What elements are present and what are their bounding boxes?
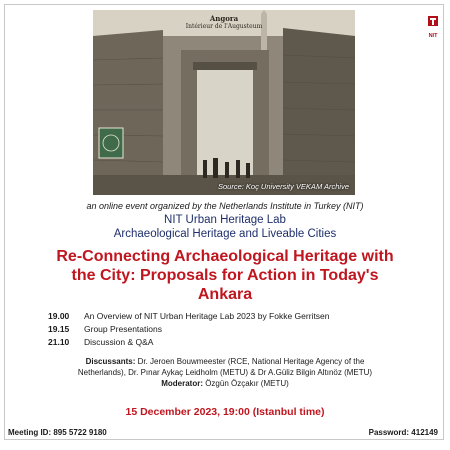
lab-name: NIT Urban Heritage Lab [164, 214, 286, 226]
discussants-label: Discussants: [85, 357, 136, 366]
organizer-line: an online event organized by the Netherlands Institute in Turkey (NIT) [86, 201, 364, 211]
moderator-label: Moderator: [161, 379, 203, 388]
discussants-line1: Dr. Jeroen Bouwmeester (RCE, National Heritage Agency of the [135, 357, 365, 366]
program-item [48, 337, 428, 347]
discussants-block [20, 356, 430, 389]
program-time: 19.15 [48, 324, 70, 334]
historic-photo [93, 10, 355, 195]
event-date: 15 December 2023, 19:00 (Istanbul time) [125, 406, 325, 418]
meeting-password: Password: 412149 [368, 428, 438, 437]
event-title-line3: Ankara [197, 286, 253, 303]
nit-logo-text: NIT [428, 33, 438, 39]
nit-emblem-icon [427, 15, 439, 27]
augusteum-ruins-illustration [93, 10, 355, 195]
meeting-id: Meeting ID: 895 5722 9180 [8, 428, 107, 437]
nit-logo [424, 14, 442, 39]
event-title [20, 247, 430, 304]
moderator-name: Özgün Özçakır (METU) [202, 379, 289, 388]
event-title-line1: Re-Connecting Archaeological Heritage with [56, 248, 394, 265]
program-text: Group Presentations [84, 324, 162, 334]
program-item [48, 311, 428, 321]
program-time: 21.10 [48, 337, 70, 347]
program-text: An Overview of NIT Urban Heritage Lab 2023 by Fokke Gerritsen [84, 311, 330, 321]
lab-subtitle: Archaeological Heritage and Liveable Cities [113, 228, 337, 240]
discussants-line2: Netherlands), Dr. Pınar Aykaç Leidholm (METU) & Dr A.Güliz Bilgin Altınöz (METU) [77, 368, 373, 377]
photo-caption-title: Angora [209, 14, 239, 23]
photo-caption-subtitle: Intérieur de l'Augusteum [185, 23, 263, 30]
photo-credit: Source: Koç University VEKAM Archive [217, 182, 349, 191]
program-time: 19.00 [48, 311, 70, 321]
program-text: Discussion & Q&A [84, 337, 154, 347]
event-title-line2: the City: Proposals for Action in Today's [71, 267, 379, 284]
program-item [48, 324, 428, 334]
